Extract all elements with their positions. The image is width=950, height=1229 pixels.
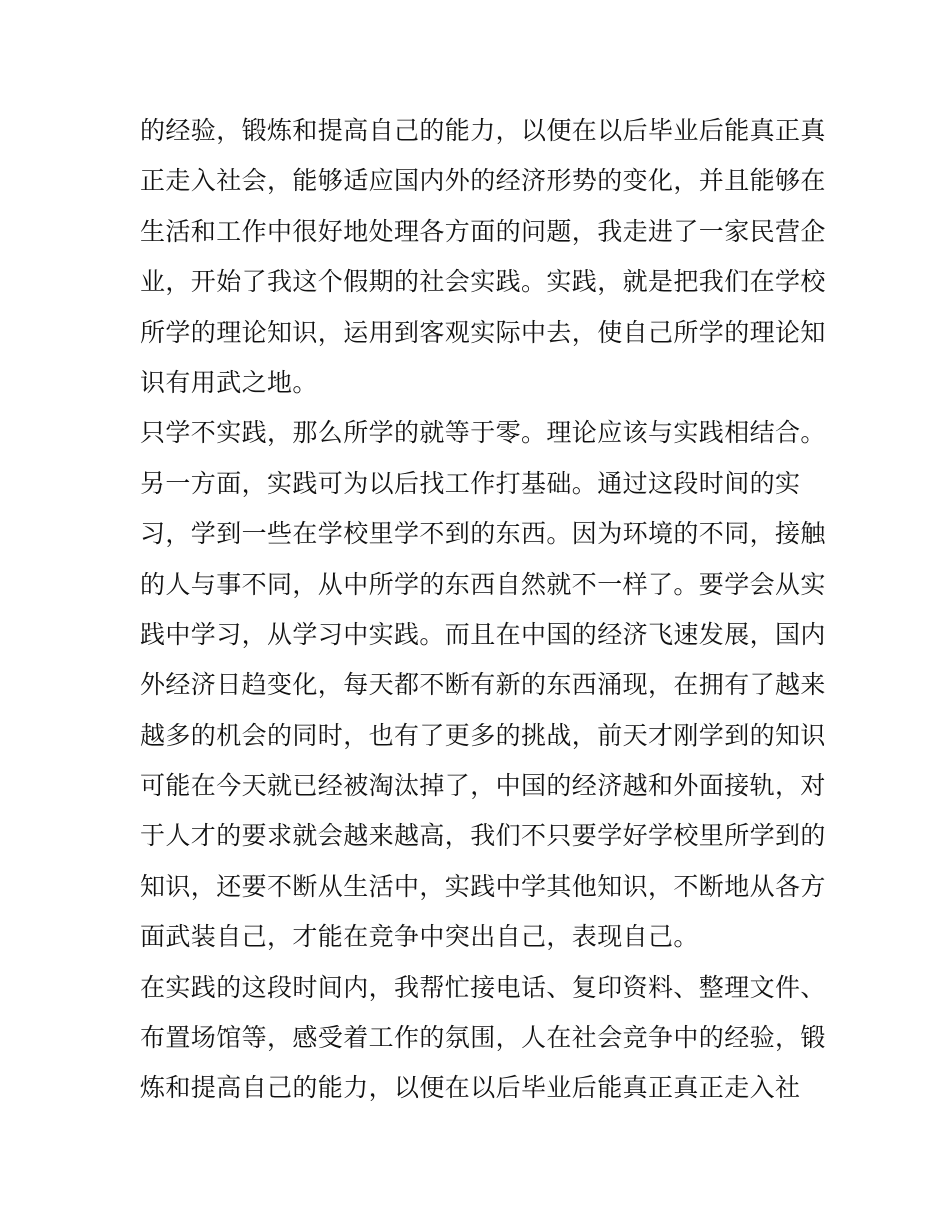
text-line: 识有用武之地。 — [140, 367, 318, 397]
text-line: 所学的理论知识，运用到客观实际中去，使自己所学的理论知 — [140, 317, 826, 347]
text-line: 习，学到一些在学校里学不到的东西。因为环境的不同，接触 — [140, 519, 826, 549]
text-line: 知识，还要不断从生活中，实践中学其他知识，不断地从各方 — [140, 871, 826, 901]
text-line: 面武装自己，才能在竞争中突出自己，表现自己。 — [140, 922, 699, 952]
text-line: 正走入社会，能够适应国内外的经济形势的变化，并且能够在 — [140, 166, 826, 196]
text-line: 外经济日趋变化，每天都不断有新的东西涌现，在拥有了越来 — [140, 670, 826, 700]
text-line: 的人与事不同，从中所学的东西自然就不一样了。要学会从实 — [140, 569, 826, 599]
text-line: 的经验，锻炼和提高自己的能力，以便在以后毕业后能真正真 — [140, 116, 826, 145]
text-line: 在实践的这段时间内，我帮忙接电话、复印资料、整理文件、 — [140, 972, 826, 1002]
text-line: 只学不实践，那么所学的就等于零。理论应该与实践相结合。 — [140, 418, 826, 448]
text-line: 业，开始了我这个假期的社会实践。实践，就是把我们在学校 — [140, 267, 826, 297]
text-line: 炼和提高自己的能力，以便在以后毕业后能真正真正走入社 — [140, 1073, 801, 1103]
text-line: 布置场馆等，感受着工作的氛围，人在社会竞争中的经验，锻 — [140, 1023, 826, 1053]
text-line: 践中学习，从学习中实践。而且在中国的经济飞速发展，国内 — [140, 619, 826, 649]
text-line: 另一方面，实践可为以后找工作打基础。通过这段时间的实 — [140, 468, 801, 498]
body-text — [140, 106, 830, 1114]
text-line: 生活和工作中很好地处理各方面的问题，我走进了一家民营企 — [140, 216, 826, 246]
text-line: 可能在今天就已经被淘汰掉了，中国的经济越和外面接轨，对 — [140, 771, 826, 801]
text-line: 越多的机会的同时，也有了更多的挑战，前天才刚学到的知识 — [140, 720, 826, 750]
text-line: 于人才的要求就会越来越高，我们不只要学好学校里所学到的 — [140, 821, 826, 851]
